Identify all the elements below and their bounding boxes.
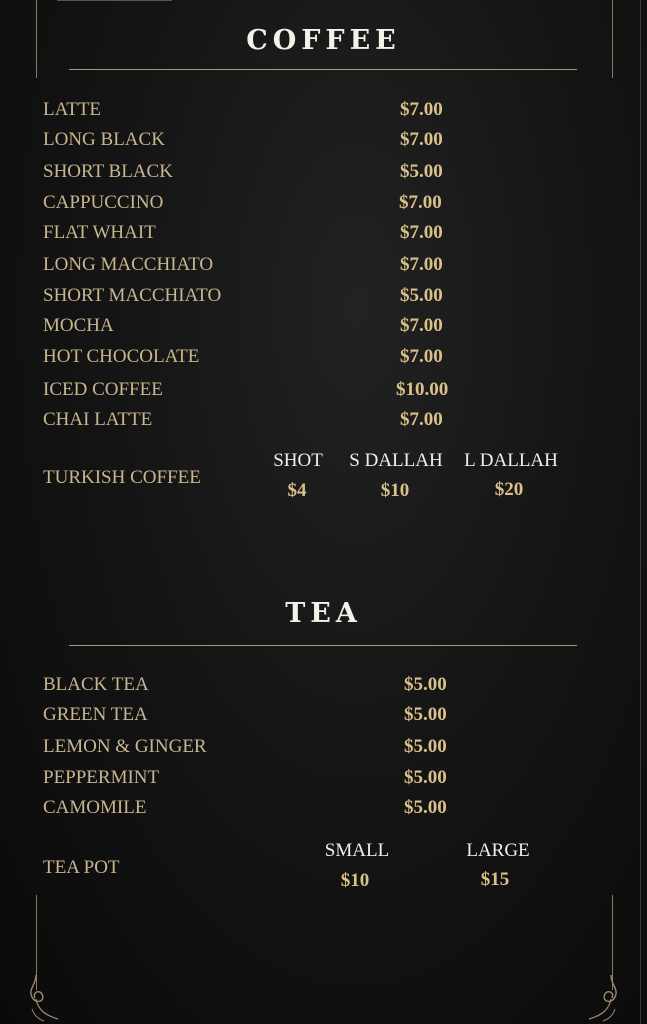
coffee-item-price: $7.00	[399, 192, 442, 213]
size-label: SMALL	[324, 840, 390, 861]
size-label: SHOT	[273, 450, 323, 471]
size-price: $20	[494, 479, 524, 500]
coffee-item-price: $7.00	[400, 222, 443, 243]
size-label: S DALLAH	[349, 450, 443, 471]
coffee-item-name: MOCHA	[43, 315, 114, 336]
tea-item-name: GREEN TEA	[43, 704, 148, 725]
coffee-item-name: HOT CHOCOLATE	[43, 346, 200, 367]
size-price: $4	[287, 480, 307, 501]
coffee-item-price: $7.00	[400, 346, 443, 367]
coffee-heading: COFFEE	[246, 25, 401, 56]
coffee-item-price: $7.00	[400, 409, 443, 430]
turkish-coffee-name: TURKISH COFFEE	[43, 467, 201, 488]
coffee-item-name: SHORT MACCHIATO	[43, 285, 222, 306]
flourish-right-ornament	[583, 975, 623, 1024]
tea-divider	[69, 645, 577, 646]
coffee-item-price: $5.00	[400, 161, 443, 182]
coffee-item-name: CAPPUCCINO	[43, 192, 164, 213]
size-label: LARGE	[466, 840, 530, 861]
coffee-item-price: $10.00	[396, 379, 449, 400]
coffee-item-price: $7.00	[400, 254, 443, 275]
tea-item-price: $5.00	[404, 767, 447, 788]
coffee-item-name: FLAT WHAIT	[43, 222, 156, 243]
size-label: L DALLAH	[464, 450, 558, 471]
coffee-item-price: $5.00	[400, 285, 443, 306]
top-edge-line	[57, 0, 172, 1]
tea-item-name: PEPPERMINT	[43, 767, 160, 788]
size-price: $15	[480, 869, 510, 890]
tea-pot-name: TEA POT	[43, 857, 120, 878]
page-edge-right	[640, 0, 641, 1024]
coffee-item-name: SHORT BLACK	[43, 161, 173, 182]
size-price: $10	[340, 870, 370, 891]
coffee-item-price: $7.00	[400, 315, 443, 336]
coffee-item-price: $7.00	[400, 129, 443, 150]
coffee-item-name: LONG BLACK	[43, 129, 165, 150]
size-price: $10	[380, 480, 410, 501]
coffee-item-name: LONG MACCHIATO	[43, 254, 214, 275]
tea-item-price: $5.00	[404, 736, 447, 757]
coffee-item-name: CHAI LATTE	[43, 409, 153, 430]
tea-item-price: $5.00	[404, 704, 447, 725]
tea-item-name: CAMOMILE	[43, 797, 147, 818]
tea-item-name: LEMON & GINGER	[43, 736, 207, 757]
tea-item-price: $5.00	[404, 797, 447, 818]
coffee-item-name: LATTE	[43, 99, 102, 120]
coffee-divider	[69, 69, 577, 70]
tea-item-name: BLACK TEA	[43, 674, 149, 695]
tea-item-price: $5.00	[404, 674, 447, 695]
flourish-left-ornament	[24, 975, 64, 1024]
tea-heading: TEA	[285, 598, 362, 629]
coffee-item-name: ICED COFFEE	[43, 379, 163, 400]
coffee-item-price: $7.00	[400, 99, 443, 120]
